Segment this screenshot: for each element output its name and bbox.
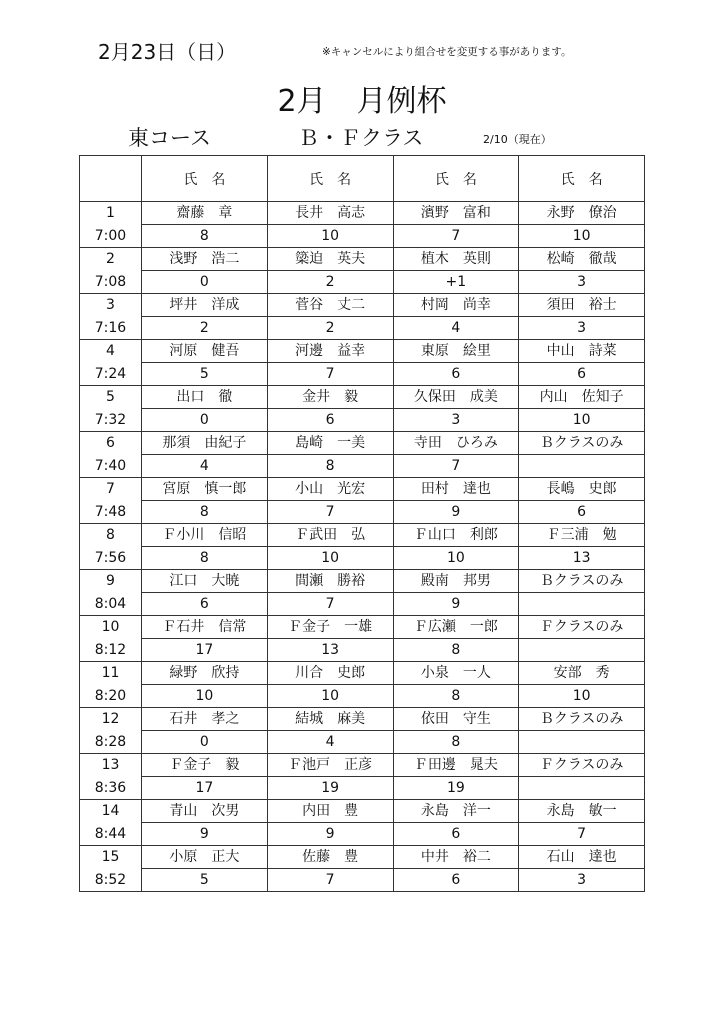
player-handicap: 9 — [393, 501, 519, 524]
player-name: 殿南 邦男 — [393, 570, 519, 593]
player-handicap: 6 — [393, 363, 519, 386]
course-name: 東コース — [128, 126, 211, 150]
player-name: 石山 達也 — [519, 846, 645, 869]
player-handicap: 8 — [142, 547, 268, 570]
player-handicap: 6 — [267, 409, 393, 432]
player-name: Ｆ池戸 正彦 — [267, 754, 393, 777]
player-handicap: 9 — [393, 593, 519, 616]
group-hcp-row — [80, 317, 645, 340]
group-name-row — [80, 662, 645, 685]
group-hcp-row — [80, 409, 645, 432]
player-name: 久保田 成美 — [393, 386, 519, 409]
column-header: 氏 名 — [142, 156, 268, 202]
player-name: 東原 絵里 — [393, 340, 519, 363]
player-handicap: 10 — [267, 225, 393, 248]
player-name: 植木 英則 — [393, 248, 519, 271]
player-handicap: 5 — [142, 363, 268, 386]
tee-time: 7:40 — [80, 455, 142, 478]
tee-time: 7:24 — [80, 363, 142, 386]
player-name: 河原 健吾 — [142, 340, 268, 363]
group-number: 12 — [80, 708, 142, 731]
group-number: 15 — [80, 846, 142, 869]
tee-schedule-table — [79, 155, 645, 892]
group-number: 1 — [80, 202, 142, 225]
player-name: Ｆ山口 利郎 — [393, 524, 519, 547]
group-hcp-row — [80, 271, 645, 294]
tee-time: 8:28 — [80, 731, 142, 754]
class-name: Ｂ・Ｆクラス — [298, 126, 424, 150]
player-handicap: 3 — [519, 317, 645, 340]
player-handicap: 4 — [142, 455, 268, 478]
event-date: 2月23日（日） — [98, 40, 237, 64]
player-name: 中山 詩菜 — [519, 340, 645, 363]
group-name-row — [80, 478, 645, 501]
player-handicap: 0 — [142, 409, 268, 432]
tee-time: 8:20 — [80, 685, 142, 708]
player-name: Ｂクラスのみ — [519, 570, 645, 593]
column-header: 氏 名 — [267, 156, 393, 202]
tee-time: 8:36 — [80, 777, 142, 800]
group-number: 10 — [80, 616, 142, 639]
player-handicap: 5 — [142, 869, 268, 892]
group-name-row — [80, 616, 645, 639]
player-name: 小泉 一人 — [393, 662, 519, 685]
player-handicap: +1 — [393, 271, 519, 294]
player-handicap: 19 — [267, 777, 393, 800]
player-handicap — [519, 593, 645, 616]
player-name: 出口 徹 — [142, 386, 268, 409]
player-name: 簗迫 英夫 — [267, 248, 393, 271]
player-name: 寺田 ひろみ — [393, 432, 519, 455]
player-handicap: 3 — [519, 271, 645, 294]
player-handicap: 17 — [142, 777, 268, 800]
group-number: 6 — [80, 432, 142, 455]
player-name: 緑野 欣持 — [142, 662, 268, 685]
group-number: 9 — [80, 570, 142, 593]
column-header: 氏 名 — [393, 156, 519, 202]
player-handicap: 0 — [142, 271, 268, 294]
player-handicap: 7 — [267, 593, 393, 616]
player-handicap: 3 — [393, 409, 519, 432]
group-number: 3 — [80, 294, 142, 317]
group-name-row — [80, 248, 645, 271]
player-name: 永野 僚治 — [519, 202, 645, 225]
tee-time: 8:52 — [80, 869, 142, 892]
group-hcp-row — [80, 639, 645, 662]
group-number: 8 — [80, 524, 142, 547]
group-number: 14 — [80, 800, 142, 823]
group-name-row — [80, 708, 645, 731]
group-name-row — [80, 386, 645, 409]
player-handicap: 7 — [267, 501, 393, 524]
player-handicap — [519, 455, 645, 478]
player-name: Ｆクラスのみ — [519, 754, 645, 777]
player-name: 江口 大暁 — [142, 570, 268, 593]
player-name: 間瀬 勝裕 — [267, 570, 393, 593]
player-name: 島崎 一美 — [267, 432, 393, 455]
player-handicap: 2 — [267, 271, 393, 294]
player-handicap: 8 — [393, 685, 519, 708]
player-name: Ｆ武田 弘 — [267, 524, 393, 547]
group-number: 5 — [80, 386, 142, 409]
tee-time: 7:08 — [80, 271, 142, 294]
player-handicap: 6 — [142, 593, 268, 616]
player-name: 菅谷 丈二 — [267, 294, 393, 317]
tee-time: 8:12 — [80, 639, 142, 662]
player-name: Ｆ三浦 勉 — [519, 524, 645, 547]
player-name: 永島 敏一 — [519, 800, 645, 823]
player-name: 安部 秀 — [519, 662, 645, 685]
player-handicap: 8 — [393, 731, 519, 754]
player-name: Ｆ金子 毅 — [142, 754, 268, 777]
column-header: 氏 名 — [519, 156, 645, 202]
player-name: Ｆ広瀬 一郎 — [393, 616, 519, 639]
player-handicap: 7 — [393, 455, 519, 478]
player-name: 結城 麻美 — [267, 708, 393, 731]
cancellation-note: ※キャンセルにより組合せを変更する事があります。 — [322, 46, 572, 58]
group-hcp-row — [80, 869, 645, 892]
group-number: 7 — [80, 478, 142, 501]
group-number: 11 — [80, 662, 142, 685]
group-hcp-row — [80, 363, 645, 386]
group-number: 13 — [80, 754, 142, 777]
player-handicap: 7 — [267, 869, 393, 892]
tee-time: 8:04 — [80, 593, 142, 616]
player-handicap: 8 — [142, 225, 268, 248]
player-name: 内山 佐知子 — [519, 386, 645, 409]
player-name: 河邊 益幸 — [267, 340, 393, 363]
player-name: Ｆクラスのみ — [519, 616, 645, 639]
player-handicap: 8 — [142, 501, 268, 524]
player-name: 長井 高志 — [267, 202, 393, 225]
player-handicap: 13 — [267, 639, 393, 662]
group-name-row — [80, 340, 645, 363]
player-handicap: 6 — [393, 869, 519, 892]
player-handicap: 0 — [142, 731, 268, 754]
player-name: 須田 裕士 — [519, 294, 645, 317]
player-handicap: 10 — [267, 685, 393, 708]
player-handicap: 9 — [142, 823, 268, 846]
group-hcp-row — [80, 455, 645, 478]
group-name-row — [80, 846, 645, 869]
player-handicap: 4 — [393, 317, 519, 340]
player-name: 濱野 富和 — [393, 202, 519, 225]
tee-time: 7:56 — [80, 547, 142, 570]
player-handicap: 2 — [142, 317, 268, 340]
player-name: Ｂクラスのみ — [519, 432, 645, 455]
player-name: 松崎 徹哉 — [519, 248, 645, 271]
player-handicap: 10 — [267, 547, 393, 570]
player-name: 坪井 洋成 — [142, 294, 268, 317]
player-handicap — [519, 639, 645, 662]
player-name: Ｆ小川 信昭 — [142, 524, 268, 547]
player-name: 石井 孝之 — [142, 708, 268, 731]
player-handicap: 3 — [519, 869, 645, 892]
schedule-body — [80, 202, 645, 892]
player-name: Ｆ田邊 晁夫 — [393, 754, 519, 777]
group-hcp-row — [80, 777, 645, 800]
group-name-row — [80, 524, 645, 547]
player-handicap: 10 — [393, 547, 519, 570]
player-name: Ｆ石井 信常 — [142, 616, 268, 639]
player-name: 永島 洋一 — [393, 800, 519, 823]
player-name: 小原 正大 — [142, 846, 268, 869]
group-hcp-row — [80, 593, 645, 616]
player-handicap: 6 — [519, 363, 645, 386]
player-name: 浅野 浩二 — [142, 248, 268, 271]
player-handicap: 6 — [393, 823, 519, 846]
player-handicap: 7 — [519, 823, 645, 846]
player-name: 中井 裕二 — [393, 846, 519, 869]
player-handicap — [519, 777, 645, 800]
group-number: 2 — [80, 248, 142, 271]
player-name: 依田 守生 — [393, 708, 519, 731]
player-handicap: 10 — [519, 225, 645, 248]
group-name-row — [80, 570, 645, 593]
tee-time: 7:48 — [80, 501, 142, 524]
player-name: 金井 毅 — [267, 386, 393, 409]
player-handicap: 8 — [393, 639, 519, 662]
group-name-row — [80, 202, 645, 225]
player-handicap: 7 — [393, 225, 519, 248]
player-handicap: 2 — [267, 317, 393, 340]
player-name: 小山 光宏 — [267, 478, 393, 501]
group-hcp-row — [80, 225, 645, 248]
player-name: Ｂクラスのみ — [519, 708, 645, 731]
group-name-row — [80, 432, 645, 455]
player-name: Ｆ金子 一雄 — [267, 616, 393, 639]
player-handicap: 9 — [267, 823, 393, 846]
group-hcp-row — [80, 547, 645, 570]
player-handicap: 10 — [519, 685, 645, 708]
player-handicap — [519, 731, 645, 754]
group-hcp-row — [80, 823, 645, 846]
group-name-row — [80, 754, 645, 777]
player-name: 齋藤 章 — [142, 202, 268, 225]
group-hcp-row — [80, 501, 645, 524]
player-handicap: 10 — [519, 409, 645, 432]
player-handicap: 6 — [519, 501, 645, 524]
player-name: 佐藤 豊 — [267, 846, 393, 869]
player-name: 宮原 慎一郎 — [142, 478, 268, 501]
tee-time: 7:32 — [80, 409, 142, 432]
player-handicap: 10 — [142, 685, 268, 708]
player-name: 川合 史郎 — [267, 662, 393, 685]
group-hcp-row — [80, 731, 645, 754]
page-title: 2月 月例杯 — [277, 84, 447, 119]
player-name: 内田 豊 — [267, 800, 393, 823]
player-handicap: 13 — [519, 547, 645, 570]
tee-time: 7:16 — [80, 317, 142, 340]
player-handicap: 7 — [267, 363, 393, 386]
status-date: 2/10（現在） — [483, 133, 552, 146]
player-name: 村岡 尚幸 — [393, 294, 519, 317]
player-handicap: 8 — [267, 455, 393, 478]
tee-time: 7:00 — [80, 225, 142, 248]
group-hcp-row — [80, 685, 645, 708]
group-name-row — [80, 294, 645, 317]
player-name: 青山 次男 — [142, 800, 268, 823]
header-row — [80, 156, 645, 202]
player-name: 長嶋 史郎 — [519, 478, 645, 501]
player-handicap: 17 — [142, 639, 268, 662]
group-name-row — [80, 800, 645, 823]
group-number: 4 — [80, 340, 142, 363]
player-name: 田村 達也 — [393, 478, 519, 501]
player-handicap: 4 — [267, 731, 393, 754]
player-handicap: 19 — [393, 777, 519, 800]
tee-time: 8:44 — [80, 823, 142, 846]
player-name: 那須 由紀子 — [142, 432, 268, 455]
group-column-header — [80, 156, 142, 202]
